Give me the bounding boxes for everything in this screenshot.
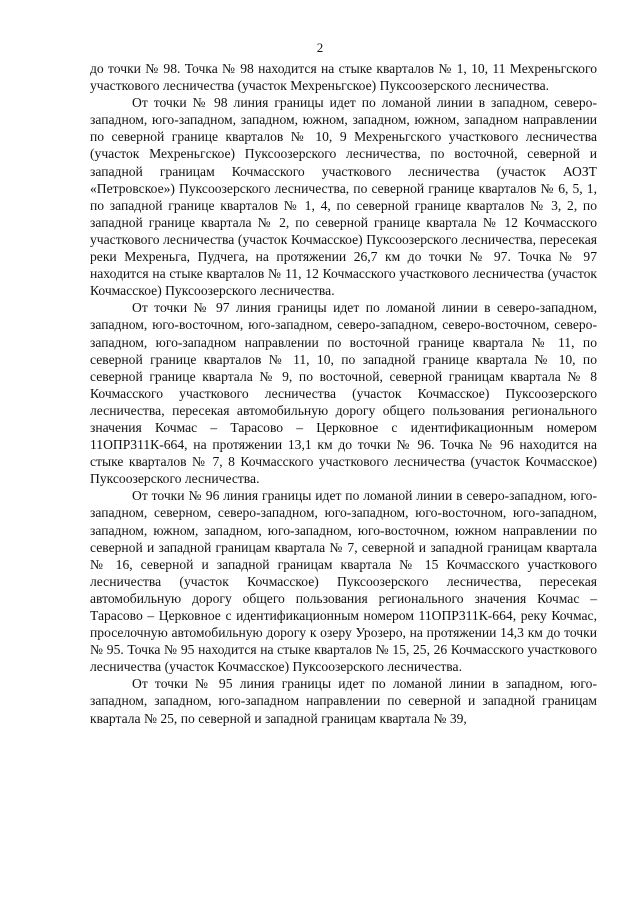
paragraph-point-96: От точки № 96 линия границы идет по ломаной линии в северо-западном, юго-западном, северном, северо-западном, юго-западном, юго-восточном, юго-западном, западном, южном, западном, юго-западном, юго-восточном, южном направлении по северной и западной границам квартала № 7, северной и западной границам квартала № 16, северной и западной границам квартала № 15 Кочмасского участкового лесничества (участок Кочмасское) Пуксоозерского лесничества, пересекая автомобильную дорогу общего пользования регионального значения Кочмас – Тарасово – Церковное с идентификационным номером 11ОПР311К-664, реку Кочмас, проселочную автомобильную дорогу к озеру Урозеро, на протяжении 14,3 км до точки № 95. Точка № 95 находится на стыке кварталов № 15, 25, 26 Кочмасского участкового лесничества (участок Кочмасское) Пуксоозерского лесничества. [90, 488, 597, 675]
document-body [90, 60, 597, 727]
page-number: 2 [316, 40, 324, 55]
paragraph-point-97: От точки № 97 линия границы идет по ломаной линии в северо-западном, западном, юго-восточном, юго-западном, северо-западном, северо-восточном, северо-западном, юго-западном направлении по восточной границе квартала № 11, по северной границе кварталов № 11, 10, по западной границе квартала № 10, по северной границе квартала № 9, по восточной, северной границам квартала № 8 Кочмасского участкового лесничества (участок Кочмасское) Пуксоозерского лесничества, пересекая автомобильную дорогу общего пользования регионального значения Кочмас – Тарасово – Церковное с идентификационным номером 11ОПР311К-664, на протяжении 13,1 км до точки № 96. Точка № 96 находится на стыке кварталов № 7, 8 Кочмасского участкового лесничества (участок Кочмасское) Пуксоозерского лесничества. [90, 300, 597, 487]
paragraph-continuation: до точки № 98. Точка № 98 находится на стыке кварталов № 1, 10, 11 Мехреньгского участкового лесничества (участок Мехреньгское) Пуксоозерского лесничества. [90, 61, 597, 94]
paragraph-point-95: От точки № 95 линия границы идет по ломаной линии в западном, юго-западном, западном, юго-западном направлении по северной и западной границам квартала № 25, по северной и западной границам квартала № 39, [90, 676, 597, 726]
paragraph-point-98: От точки № 98 линия границы идет по ломаной линии в западном, северо-западном, юго-западном, западном, южном, западном, южном, западном направлении по северной границе кварталов № 10, 9 Мехреньгского участкового лесничества (участок Мехреньгское) Пуксоозерского лесничества, по восточной, северной и западной границам Кочмасского участкового лесничества (участок АОЗТ «Петровское») Пуксоозерского лесничества, по северной границе кварталов № 6, 5, 1, по западной границе кварталов № 1, 4, по северной границе кварталов № 3, 2, по западной границе квартала № 2, по северной границе квартала № 12 Кочмасского участкового лесничества (участок Кочмасское) Пуксоозерского лесничества, пересекая реки Мехреньга, Пудчега, на протяжении 26,7 км до точки № 97. Точка № 97 находится на стыке кварталов № 11, 12 Кочмасского участкового лесничества (участок Кочмасское) Пуксоозерского лесничества. [90, 95, 597, 299]
